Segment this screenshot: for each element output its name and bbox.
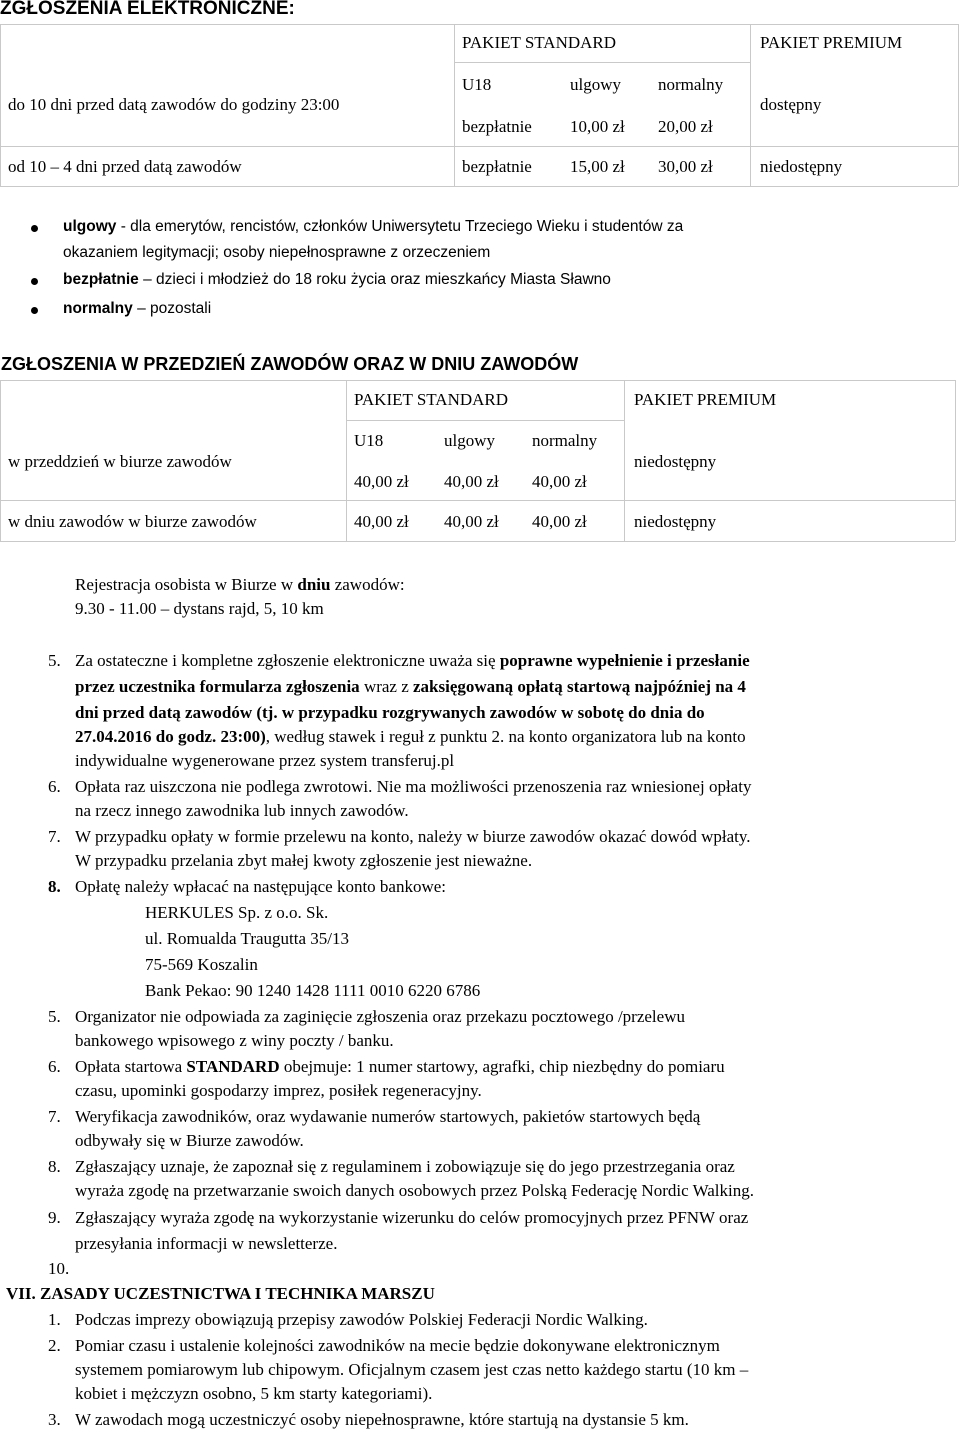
clause-5b-line2: bankowego wpisowego z winy poczty / banku. (75, 1031, 394, 1050)
table2-header-standard: PAKIET STANDARD (354, 390, 509, 409)
clause-7-line1: W przypadku opłaty w formie przelewu na konto, należy w biurze zawodów okazać dowód wpłaty. (75, 827, 751, 846)
clause-number: 10. (48, 1259, 70, 1278)
table1-col-normalny: normalny (658, 75, 724, 94)
clause-number: 1. (48, 1310, 61, 1329)
clause-number: 9. (48, 1208, 61, 1227)
table2-row2-u18: 40,00 zł (354, 512, 409, 531)
section-vii-item1: Podczas imprezy obowiązują przepisy zawodów Polskiej Federacji Nordic Walking. (75, 1310, 648, 1329)
clause-number: 7. (48, 1107, 61, 1126)
table1-col-u18: U18 (462, 75, 492, 94)
bank-account-street: ul. Romualda Traugutta 35/13 (145, 929, 349, 948)
clause-5-line2: przez uczestnika formularza zgłoszenia wraz z zaksięgowaną opłatą startową najpóźniej na 4 (75, 677, 746, 696)
clause-number: 2. (48, 1336, 61, 1355)
bank-account-number: Bank Pekao: 90 1240 1428 1111 0010 6220 6786 (145, 981, 481, 1000)
registration-line: Rejestracja osobista w Biurze w dniu zawodów: (75, 575, 405, 594)
table1-row1-u18: bezpłatnie (462, 117, 532, 136)
clause-6-line1: Opłata raz uiszczona nie podlega zwrotowi. Nie ma możliwości przenoszenia raz wniesionej opłaty (75, 777, 752, 796)
section-vii-item3: W zawodach mogą uczestniczyć osoby niepełnosprawne, które startują na dystansie 5 km. (75, 1410, 689, 1429)
table1-header-standard: PAKIET STANDARD (462, 33, 617, 52)
legend-item-ulgowy: ulgowy - dla emerytów, rencistów, członków Uniwersytetu Trzeciego Wieku i studentów za (63, 218, 684, 235)
clause-number: 5. (48, 1007, 61, 1026)
clause-6b-line1: Opłata startowa STANDARD obejmuje: 1 numer startowy, agrafki, chip niezbędny do pomiaru (75, 1057, 725, 1076)
section-vii-item2-line2: systemem pomiarowym lub chipowym. Oficjalnym czasem jest czas netto każdego startu (10 km – (75, 1360, 749, 1379)
bullet-icon (31, 278, 38, 285)
table2-row2-normalny: 40,00 zł (532, 512, 587, 531)
table2-row2-ulgowy: 40,00 zł (444, 512, 499, 531)
table2-row2-label: w dniu zawodów w biurze zawodów (8, 512, 257, 531)
clause-number: 6. (48, 777, 61, 796)
clause-number: 8. (48, 1157, 61, 1176)
clause-7b-line1: Weryfikacja zawodników, oraz wydawanie numerów startowych, pakietów startowych będą (75, 1107, 701, 1126)
table1-row2-label: od 10 – 4 dni przed datą zawodów (8, 157, 242, 176)
table2-row1-premium: niedostępny (634, 452, 717, 471)
clause-5b-line1: Organizator nie odpowiada za zaginięcie zgłoszenia oraz przekazu pocztowego /przelewu (75, 1007, 685, 1026)
legend-item-ulgowy-cont: okazaniem legitymacji; osoby niepełnosprawne z orzeczeniem (63, 244, 491, 261)
table1-col-ulgowy: ulgowy (570, 75, 621, 94)
section-title-onsite: ZGŁOSZENIA W PRZEDZIEŃ ZAWODÓW ORAZ W DNIU ZAWODÓW (1, 354, 579, 374)
legend-item-normalny: normalny – pozostali (63, 300, 212, 317)
section-vii-item2-line3: kobiet i mężczyzn osobno, 5 km starty kategoriami). (75, 1384, 433, 1403)
table1-row2-premium: niedostępny (760, 157, 843, 176)
table1-row1-premium: dostępny (760, 95, 822, 114)
section-vii-title: VII. ZASADY UCZESTNICTWA I TECHNIKA MARSZU (6, 1284, 435, 1303)
table2-row1-normalny: 40,00 zł (532, 472, 587, 491)
clause-5-line1: Za ostateczne i kompletne zgłoszenie elektroniczne uważa się poprawne wypełnienie i przesłanie (75, 651, 750, 670)
table2-row2-premium: niedostępny (634, 512, 717, 531)
table1-row1-ulgowy: 10,00 zł (570, 117, 625, 136)
table1-row1-normalny: 20,00 zł (658, 117, 713, 136)
bullet-icon (31, 225, 38, 232)
section-title-electronic: ZGŁOSZENIA ELEKTRONICZNE: (0, 0, 295, 19)
table1-row2-u18: bezpłatnie (462, 157, 532, 176)
table2-col-ulgowy: ulgowy (444, 431, 495, 450)
table2-row1-u18: 40,00 zł (354, 472, 409, 491)
clause-number: 5. (48, 651, 61, 670)
bullet-icon (31, 307, 38, 314)
legend-item-bezplatnie: bezpłatnie – dzieci i młodzież do 18 roku życia oraz mieszkańcy Miasta Sławno (63, 271, 611, 288)
clause-7-line2: W przypadku przelania zbyt małej kwoty zgłoszenie jest nieważne. (75, 851, 533, 870)
table1-row1-label: do 10 dni przed datą zawodów do godziny 23:00 (8, 95, 340, 114)
section-vii-item2-line1: Pomiar czasu i ustalenie kolejności zawodników na mecie będzie dokonywane elektronicznym (75, 1336, 720, 1355)
clause-number: 6. (48, 1057, 61, 1076)
clause-8b-line1: Zgłaszający uznaje, że zapoznał się z regulaminem i zobowiązuje się do jego przestrzegania oraz (75, 1157, 735, 1176)
clause-7b-line2: odbywały się w Biurze zawodów. (75, 1131, 304, 1150)
clause-5-line5: indywidualne wygenerowane przez system transferuj.pl (75, 751, 455, 770)
clause-9b-line1: Zgłaszający wyraża zgodę na wykorzystanie wizerunku do celów promocyjnych przez PFNW oraz (75, 1208, 749, 1227)
clause-8-line1: Opłatę należy wpłacać na następujące konto bankowe: (75, 877, 447, 896)
clause-number: 3. (48, 1410, 61, 1429)
clause-number: 8. (48, 877, 61, 896)
table1-row2-ulgowy: 15,00 zł (570, 157, 625, 176)
table2-row1-label: w przeddzień w biurze zawodów (8, 452, 232, 471)
bank-account-city: 75-569 Koszalin (145, 955, 258, 974)
table1-header-premium: PAKIET PREMIUM (760, 33, 903, 52)
table2-col-normalny: normalny (532, 431, 598, 450)
registration-hours: 9.30 - 11.00 – dystans rajd, 5, 10 km (75, 599, 324, 618)
clause-9b-line2: przesyłania informacji w newsletterze. (75, 1234, 338, 1253)
table2-col-u18: U18 (354, 431, 384, 450)
clause-5-line4: 27.04.2016 do godz. 23:00), według stawek i reguł z punktu 2. na konto organizatora lub na konto (75, 727, 746, 746)
bank-account-name: HERKULES Sp. z o.o. Sk. (145, 903, 329, 922)
clause-number: 7. (48, 827, 61, 846)
table2-header-premium: PAKIET PREMIUM (634, 390, 777, 409)
clause-6b-line2: czasu, upominki gospodarzy imprez, posiłek regeneracyjny. (75, 1081, 482, 1100)
clause-5-line3: dni przed datą zawodów (tj. w przypadku rozgrywanych zawodów w sobotę do dnia do (75, 703, 705, 722)
clause-6-line2: na rzecz innego zawodnika lub innych zawodów. (75, 801, 409, 820)
table1-row2-normalny: 30,00 zł (658, 157, 713, 176)
table2-row1-ulgowy: 40,00 zł (444, 472, 499, 491)
clause-8b-line2: wyraża zgodę na przetwarzanie swoich danych osobowych przez Polską Federację Nordic Walking. (75, 1181, 754, 1200)
